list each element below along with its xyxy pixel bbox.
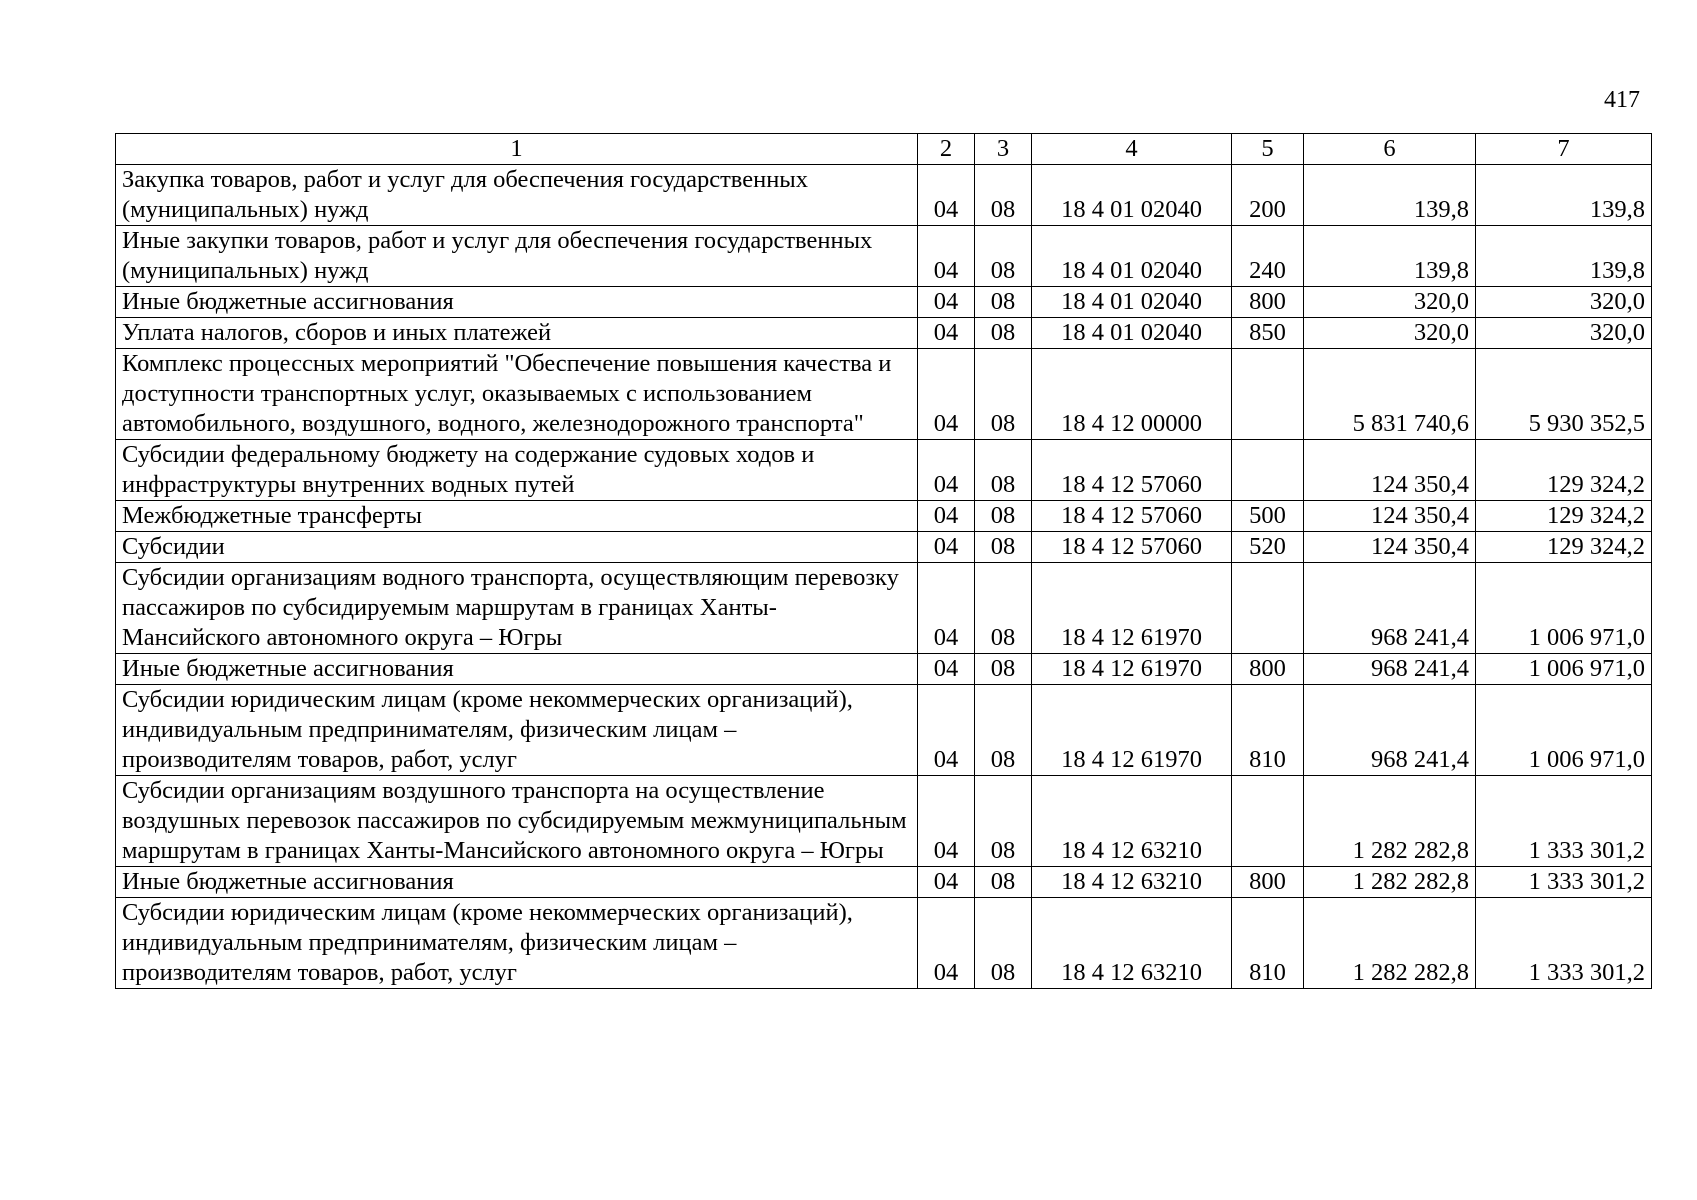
cell-section: 04 — [918, 654, 975, 685]
col-header-5: 5 — [1232, 134, 1304, 165]
cell-section: 04 — [918, 226, 975, 287]
cell-amount-year-1: 139,8 — [1304, 226, 1476, 287]
cell-amount-year-2: 139,8 — [1476, 226, 1652, 287]
cell-amount-year-2: 129 324,2 — [1476, 532, 1652, 563]
cell-subsection: 08 — [975, 226, 1032, 287]
cell-subsection: 08 — [975, 532, 1032, 563]
cell-section: 04 — [918, 867, 975, 898]
cell-subsection: 08 — [975, 867, 1032, 898]
cell-amount-year-1: 1 282 282,8 — [1304, 867, 1476, 898]
cell-amount-year-2: 1 006 971,0 — [1476, 685, 1652, 776]
table-row — [116, 226, 1652, 287]
cell-subsection: 08 — [975, 654, 1032, 685]
cell-amount-year-1: 124 350,4 — [1304, 501, 1476, 532]
cell-target-article: 18 4 12 61970 — [1032, 685, 1232, 776]
cell-target-article: 18 4 01 02040 — [1032, 226, 1232, 287]
cell-subsection: 08 — [975, 440, 1032, 501]
cell-subsection: 08 — [975, 349, 1032, 440]
cell-target-article: 18 4 12 57060 — [1032, 532, 1232, 563]
cell-amount-year-1: 1 282 282,8 — [1304, 776, 1476, 867]
cell-target-article: 18 4 12 00000 — [1032, 349, 1232, 440]
page-number: 417 — [1604, 87, 1640, 113]
cell-subsection: 08 — [975, 318, 1032, 349]
col-header-2: 2 — [918, 134, 975, 165]
table-row — [116, 165, 1652, 226]
cell-expense-type: 800 — [1232, 654, 1304, 685]
table-row — [116, 532, 1652, 563]
cell-section: 04 — [918, 563, 975, 654]
cell-amount-year-2: 320,0 — [1476, 287, 1652, 318]
col-header-4: 4 — [1032, 134, 1232, 165]
cell-amount-year-1: 968 241,4 — [1304, 654, 1476, 685]
cell-amount-year-2: 5 930 352,5 — [1476, 349, 1652, 440]
cell-description: Субсидии юридическим лицам (кроме некоммерческих организаций), индивидуальным предпринимателям, физическим лицам – производителям товаров, работ, услуг — [116, 685, 918, 776]
cell-target-article: 18 4 12 61970 — [1032, 654, 1232, 685]
cell-expense-type: 850 — [1232, 318, 1304, 349]
cell-description: Комплекс процессных мероприятий "Обеспечение повышения качества и доступности транспортных услуг, оказываемых с использованием автомобильного, воздушного, водного, железнодорожного транспорта" — [116, 349, 918, 440]
cell-target-article: 18 4 01 02040 — [1032, 287, 1232, 318]
cell-amount-year-1: 5 831 740,6 — [1304, 349, 1476, 440]
col-header-6: 6 — [1304, 134, 1476, 165]
table-row — [116, 685, 1652, 776]
cell-amount-year-2: 1 006 971,0 — [1476, 563, 1652, 654]
cell-expense-type: 520 — [1232, 532, 1304, 563]
cell-expense-type: 240 — [1232, 226, 1304, 287]
cell-expense-type: 200 — [1232, 165, 1304, 226]
cell-amount-year-2: 1 333 301,2 — [1476, 898, 1652, 989]
cell-expense-type: 800 — [1232, 287, 1304, 318]
cell-amount-year-1: 320,0 — [1304, 318, 1476, 349]
table-row — [116, 867, 1652, 898]
table-row — [116, 654, 1652, 685]
table-row — [116, 349, 1652, 440]
header-row — [116, 134, 1652, 165]
cell-amount-year-1: 968 241,4 — [1304, 685, 1476, 776]
cell-description: Уплата налогов, сборов и иных платежей — [116, 318, 918, 349]
cell-subsection: 08 — [975, 165, 1032, 226]
cell-description: Межбюджетные трансферты — [116, 501, 918, 532]
cell-description: Субсидии — [116, 532, 918, 563]
cell-section: 04 — [918, 501, 975, 532]
cell-section: 04 — [918, 685, 975, 776]
cell-description: Субсидии организациям воздушного транспорта на осуществление воздушных перевозок пассажиров по субсидируемым межмуниципальным маршрутам в границах Ханты-Мансийского автономного округа – Югры — [116, 776, 918, 867]
cell-description: Иные бюджетные ассигнования — [116, 654, 918, 685]
cell-expense-type — [1232, 776, 1304, 867]
cell-expense-type — [1232, 563, 1304, 654]
cell-description: Субсидии организациям водного транспорта, осуществляющим перевозку пассажиров по субсидируемым маршрутам в границах Ханты-Мансийского автономного округа – Югры — [116, 563, 918, 654]
cell-amount-year-1: 124 350,4 — [1304, 532, 1476, 563]
cell-description: Иные закупки товаров, работ и услуг для обеспечения государственных (муниципальных) нужд — [116, 226, 918, 287]
cell-target-article: 18 4 01 02040 — [1032, 318, 1232, 349]
col-header-7: 7 — [1476, 134, 1652, 165]
col-header-1: 1 — [116, 134, 918, 165]
table-row — [116, 898, 1652, 989]
cell-section: 04 — [918, 440, 975, 501]
table-row — [116, 440, 1652, 501]
cell-subsection: 08 — [975, 898, 1032, 989]
cell-amount-year-1: 124 350,4 — [1304, 440, 1476, 501]
cell-description: Субсидии юридическим лицам (кроме некоммерческих организаций), индивидуальным предпринимателям, физическим лицам – производителям товаров, работ, услуг — [116, 898, 918, 989]
cell-expense-type: 500 — [1232, 501, 1304, 532]
cell-target-article: 18 4 12 57060 — [1032, 501, 1232, 532]
cell-description: Иные бюджетные ассигнования — [116, 867, 918, 898]
cell-section: 04 — [918, 318, 975, 349]
cell-section: 04 — [918, 532, 975, 563]
cell-subsection: 08 — [975, 287, 1032, 318]
cell-section: 04 — [918, 287, 975, 318]
cell-section: 04 — [918, 898, 975, 989]
table-row — [116, 318, 1652, 349]
cell-expense-type: 810 — [1232, 685, 1304, 776]
cell-target-article: 18 4 12 57060 — [1032, 440, 1232, 501]
cell-target-article: 18 4 01 02040 — [1032, 165, 1232, 226]
table-row — [116, 501, 1652, 532]
cell-section: 04 — [918, 349, 975, 440]
cell-expense-type: 800 — [1232, 867, 1304, 898]
cell-amount-year-1: 968 241,4 — [1304, 563, 1476, 654]
cell-target-article: 18 4 12 63210 — [1032, 898, 1232, 989]
cell-amount-year-2: 139,8 — [1476, 165, 1652, 226]
cell-subsection: 08 — [975, 685, 1032, 776]
cell-section: 04 — [918, 776, 975, 867]
cell-amount-year-1: 320,0 — [1304, 287, 1476, 318]
cell-amount-year-2: 1 333 301,2 — [1476, 867, 1652, 898]
cell-description: Субсидии федеральному бюджету на содержание судовых ходов и инфраструктуры внутренних водных путей — [116, 440, 918, 501]
cell-description: Иные бюджетные ассигнования — [116, 287, 918, 318]
table-row — [116, 563, 1652, 654]
cell-target-article: 18 4 12 63210 — [1032, 867, 1232, 898]
cell-amount-year-2: 129 324,2 — [1476, 501, 1652, 532]
cell-amount-year-2: 1 333 301,2 — [1476, 776, 1652, 867]
col-header-3: 3 — [975, 134, 1032, 165]
cell-amount-year-1: 139,8 — [1304, 165, 1476, 226]
budget-table — [115, 133, 1652, 989]
cell-amount-year-2: 320,0 — [1476, 318, 1652, 349]
cell-amount-year-2: 1 006 971,0 — [1476, 654, 1652, 685]
cell-expense-type: 810 — [1232, 898, 1304, 989]
cell-target-article: 18 4 12 63210 — [1032, 776, 1232, 867]
cell-section: 04 — [918, 165, 975, 226]
cell-expense-type — [1232, 440, 1304, 501]
cell-target-article: 18 4 12 61970 — [1032, 563, 1232, 654]
cell-subsection: 08 — [975, 501, 1032, 532]
cell-subsection: 08 — [975, 563, 1032, 654]
cell-description: Закупка товаров, работ и услуг для обеспечения государственных (муниципальных) нужд — [116, 165, 918, 226]
cell-amount-year-1: 1 282 282,8 — [1304, 898, 1476, 989]
cell-subsection: 08 — [975, 776, 1032, 867]
cell-expense-type — [1232, 349, 1304, 440]
table-row — [116, 287, 1652, 318]
table-row — [116, 776, 1652, 867]
cell-amount-year-2: 129 324,2 — [1476, 440, 1652, 501]
